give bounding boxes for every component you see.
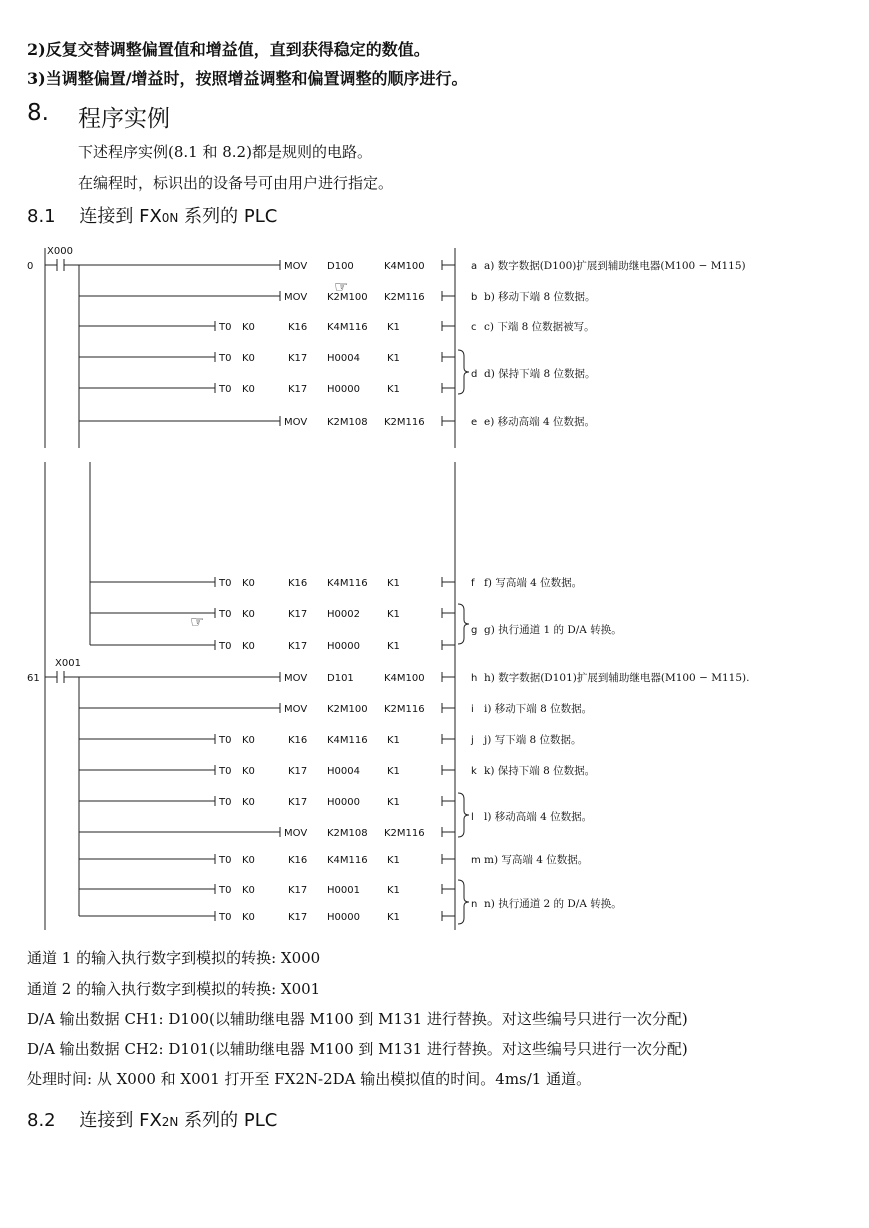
ladder-rung bbox=[79, 911, 455, 923]
instruction-operand: H0000 bbox=[327, 384, 360, 395]
instruction-operand: K1 bbox=[387, 322, 400, 333]
ladder-rung bbox=[79, 352, 596, 380]
comment-text: a) 数字数据(D100)扩展到辅助继电器(M100 − M115) bbox=[484, 260, 746, 272]
instruction-operand: K1 bbox=[387, 578, 400, 589]
instruction-operand: K2M108 bbox=[327, 417, 368, 428]
comment-text: j) 写下端 8 位数据。 bbox=[484, 734, 582, 746]
comment-tag: c bbox=[471, 322, 477, 333]
section-81-title-a: 连接到 FX bbox=[79, 206, 162, 227]
note-line: D/A 输出数据 CH2: D101(以辅助继电器 M100 到 M131 进行替换。对这些编号只进行一次分配) bbox=[27, 1040, 688, 1058]
instruction-mnemonic: T0 bbox=[219, 353, 232, 364]
ladder-rung bbox=[79, 884, 622, 910]
instruction-mnemonic: MOV bbox=[284, 673, 308, 684]
instruction-operand: K1 bbox=[387, 735, 400, 746]
instruction-operand: K1 bbox=[387, 912, 400, 923]
comment-text: f) 写高端 4 位数据。 bbox=[484, 577, 583, 589]
comment-tag: h bbox=[471, 673, 478, 684]
comment-tag: k bbox=[471, 766, 477, 777]
comment-text: b) 移动下端 8 位数据。 bbox=[484, 291, 596, 303]
instruction-operand: K16 bbox=[288, 322, 308, 333]
instruction-operand: K4M116 bbox=[327, 322, 368, 333]
contact-label: X001 bbox=[55, 658, 81, 669]
section-82-title-sub: 2N bbox=[161, 1115, 179, 1129]
instruction-operand: K16 bbox=[288, 578, 308, 589]
comment-tag: g bbox=[471, 625, 478, 636]
comment-text: h) 数字数据(D101)扩展到辅助继电器(M100 − M115). bbox=[484, 672, 750, 684]
ladder-rung bbox=[79, 415, 595, 428]
instruction-operand: K17 bbox=[288, 912, 308, 923]
section-82-number: 8.2 bbox=[27, 1110, 56, 1131]
note-line: 通道 2 的输入执行数字到模拟的转换: X001 bbox=[27, 980, 321, 998]
section-8-paragraph-1: 下述程序实例(8.1 和 8.2)都是规则的电路。 bbox=[78, 143, 372, 161]
instruction-operand: K2M116 bbox=[384, 417, 425, 428]
section-8-title: 程序实例 bbox=[78, 106, 170, 132]
section-81-number: 8.1 bbox=[27, 206, 56, 227]
instruction-operand: D101 bbox=[327, 673, 354, 684]
instruction-operand: H0000 bbox=[327, 912, 360, 923]
instruction-operand: K16 bbox=[288, 855, 308, 866]
instruction-operand: K17 bbox=[288, 766, 308, 777]
instruction-mnemonic: MOV bbox=[284, 704, 308, 715]
instruction-operand: K0 bbox=[242, 735, 255, 746]
instruction-operand: K17 bbox=[288, 609, 308, 620]
instruction-operand: K2M116 bbox=[384, 292, 425, 303]
comment-text: m) 写高端 4 位数据。 bbox=[484, 854, 589, 866]
comment-text: g) 执行通道 1 的 D/A 转换。 bbox=[484, 624, 622, 636]
hand-cursor-icon: ☞ bbox=[190, 612, 205, 631]
instruction-operand: D100 bbox=[327, 261, 354, 272]
ladder-rung bbox=[79, 702, 592, 715]
instruction-mnemonic: T0 bbox=[219, 322, 232, 333]
comment-tag: a bbox=[471, 261, 478, 272]
instruction-operand: K1 bbox=[387, 766, 400, 777]
instruction-operand: K0 bbox=[242, 885, 255, 896]
section-81-title-b: 系列的 PLC bbox=[178, 206, 278, 227]
section-8-number: 8. bbox=[27, 100, 49, 126]
instruction-operand: K0 bbox=[242, 766, 255, 777]
instruction-operand: K4M100 bbox=[384, 261, 425, 272]
comment-text: l) 移动高端 4 位数据。 bbox=[484, 811, 593, 823]
instruction-operand: K0 bbox=[242, 855, 255, 866]
instruction-operand: K17 bbox=[288, 797, 308, 808]
ladder-rows bbox=[79, 259, 749, 923]
ladder-rung bbox=[79, 733, 582, 746]
instruction-operand: K0 bbox=[242, 322, 255, 333]
instruction-operand: K1 bbox=[387, 353, 400, 364]
comment-text: c) 下端 8 位数据被写。 bbox=[484, 321, 595, 333]
intro-line-2: 2)反复交替调整偏置值和增益值，直到获得稳定的数值。 bbox=[27, 40, 430, 59]
ladder-rung bbox=[79, 383, 455, 395]
instruction-operand: K4M116 bbox=[327, 855, 368, 866]
ladder-rung bbox=[90, 576, 582, 589]
ladder-diagram bbox=[0, 236, 869, 936]
ladder-rung bbox=[79, 290, 596, 303]
comment-tag: d bbox=[471, 369, 478, 380]
intro-line-3: 3)当调整偏置/增益时，按照增益调整和偏置调整的顺序进行。 bbox=[27, 69, 468, 88]
instruction-mnemonic: T0 bbox=[219, 766, 232, 777]
instruction-operand: K1 bbox=[387, 855, 400, 866]
instruction-mnemonic: MOV bbox=[284, 417, 308, 428]
comment-tag: b bbox=[471, 292, 478, 303]
hand-cursor-icon: ☞ bbox=[334, 277, 349, 296]
instruction-operand: K2M100 bbox=[327, 292, 368, 303]
instruction-operand: H0002 bbox=[327, 609, 360, 620]
comment-tag: l bbox=[471, 812, 474, 823]
instruction-operand: K1 bbox=[387, 797, 400, 808]
instruction-operand: H0000 bbox=[327, 641, 360, 652]
instruction-operand: K1 bbox=[387, 384, 400, 395]
comment-tag: n bbox=[471, 899, 478, 910]
instruction-operand: K17 bbox=[288, 384, 308, 395]
instruction-operand: K0 bbox=[242, 609, 255, 620]
instruction-operand: H0004 bbox=[327, 766, 360, 777]
instruction-operand: K1 bbox=[387, 641, 400, 652]
instruction-mnemonic: MOV bbox=[284, 828, 308, 839]
instruction-operand: K17 bbox=[288, 353, 308, 364]
ladder-rung bbox=[79, 827, 455, 839]
instruction-operand: K0 bbox=[242, 384, 255, 395]
instruction-mnemonic: T0 bbox=[219, 735, 232, 746]
section-82-title-a: 连接到 FX bbox=[79, 1110, 162, 1131]
comment-tag: i bbox=[471, 704, 474, 715]
instruction-operand: K2M100 bbox=[327, 704, 368, 715]
comment-tag: f bbox=[471, 578, 475, 589]
comment-text: d) 保持下端 8 位数据。 bbox=[484, 368, 596, 380]
instruction-operand: K2M108 bbox=[327, 828, 368, 839]
contact-label: X000 bbox=[47, 246, 73, 257]
ladder-rung bbox=[79, 320, 595, 333]
instruction-operand: K17 bbox=[288, 885, 308, 896]
instruction-operand: K2M116 bbox=[384, 704, 425, 715]
instruction-operand: H0001 bbox=[327, 885, 360, 896]
comment-tag: j bbox=[471, 735, 474, 746]
section-82-title-b: 系列的 PLC bbox=[178, 1110, 278, 1131]
section-8-paragraph-2: 在编程时，标识出的设备号可由用户进行指定。 bbox=[78, 174, 394, 192]
ladder-rung bbox=[90, 608, 622, 636]
comment-tag: e bbox=[471, 417, 478, 428]
section-82-heading bbox=[27, 1106, 277, 1132]
instruction-operand: K16 bbox=[288, 735, 308, 746]
instruction-mnemonic: T0 bbox=[219, 797, 232, 808]
instruction-mnemonic: T0 bbox=[219, 641, 232, 652]
comment-text: k) 保持下端 8 位数据。 bbox=[484, 765, 596, 777]
section-81-heading bbox=[27, 202, 277, 228]
instruction-operand: K1 bbox=[387, 885, 400, 896]
instruction-operand: H0004 bbox=[327, 353, 360, 364]
comment-text: i) 移动下端 8 位数据。 bbox=[484, 703, 593, 715]
instruction-operand: K0 bbox=[242, 578, 255, 589]
instruction-mnemonic: MOV bbox=[284, 292, 308, 303]
comment-text: e) 移动高端 4 位数据。 bbox=[484, 416, 596, 428]
note-line: 处理时间: 从 X000 和 X001 打开至 FX2N-2DA 输出模拟值的时间。4ms/1 通道。 bbox=[27, 1070, 592, 1088]
instruction-operand: K0 bbox=[242, 353, 255, 364]
ladder-rung bbox=[79, 764, 595, 777]
comment-tag: m bbox=[471, 855, 481, 866]
step-number: 61 bbox=[27, 673, 40, 684]
instruction-mnemonic: T0 bbox=[219, 609, 232, 620]
instruction-operand: K2M116 bbox=[384, 828, 425, 839]
ladder-rung bbox=[90, 640, 455, 652]
comment-text: n) 执行通道 2 的 D/A 转换。 bbox=[484, 898, 622, 910]
instruction-operand: H0000 bbox=[327, 797, 360, 808]
instruction-mnemonic: T0 bbox=[219, 912, 232, 923]
ladder-rung bbox=[79, 259, 746, 272]
instruction-mnemonic: T0 bbox=[219, 885, 232, 896]
instruction-mnemonic: T0 bbox=[219, 855, 232, 866]
instruction-operand: K4M116 bbox=[327, 735, 368, 746]
note-line: D/A 输出数据 CH1: D100(以辅助继电器 M100 到 M131 进行替换。对这些编号只进行一次分配) bbox=[27, 1010, 688, 1028]
instruction-operand: K4M116 bbox=[327, 578, 368, 589]
instruction-mnemonic: T0 bbox=[219, 384, 232, 395]
ladder-rung bbox=[79, 796, 592, 823]
instruction-operand: K0 bbox=[242, 797, 255, 808]
section-81-title-sub: 0N bbox=[161, 211, 179, 225]
ladder-rung bbox=[79, 853, 588, 866]
step-number: 0 bbox=[27, 261, 34, 272]
ladder-rung bbox=[79, 671, 749, 684]
instruction-mnemonic: T0 bbox=[219, 578, 232, 589]
instruction-operand: K1 bbox=[387, 609, 400, 620]
instruction-mnemonic: MOV bbox=[284, 261, 308, 272]
note-line: 通道 1 的输入执行数字到模拟的转换: X000 bbox=[27, 949, 321, 967]
instruction-operand: K0 bbox=[242, 912, 255, 923]
instruction-operand: K4M100 bbox=[384, 673, 425, 684]
instruction-operand: K0 bbox=[242, 641, 255, 652]
instruction-operand: K17 bbox=[288, 641, 308, 652]
